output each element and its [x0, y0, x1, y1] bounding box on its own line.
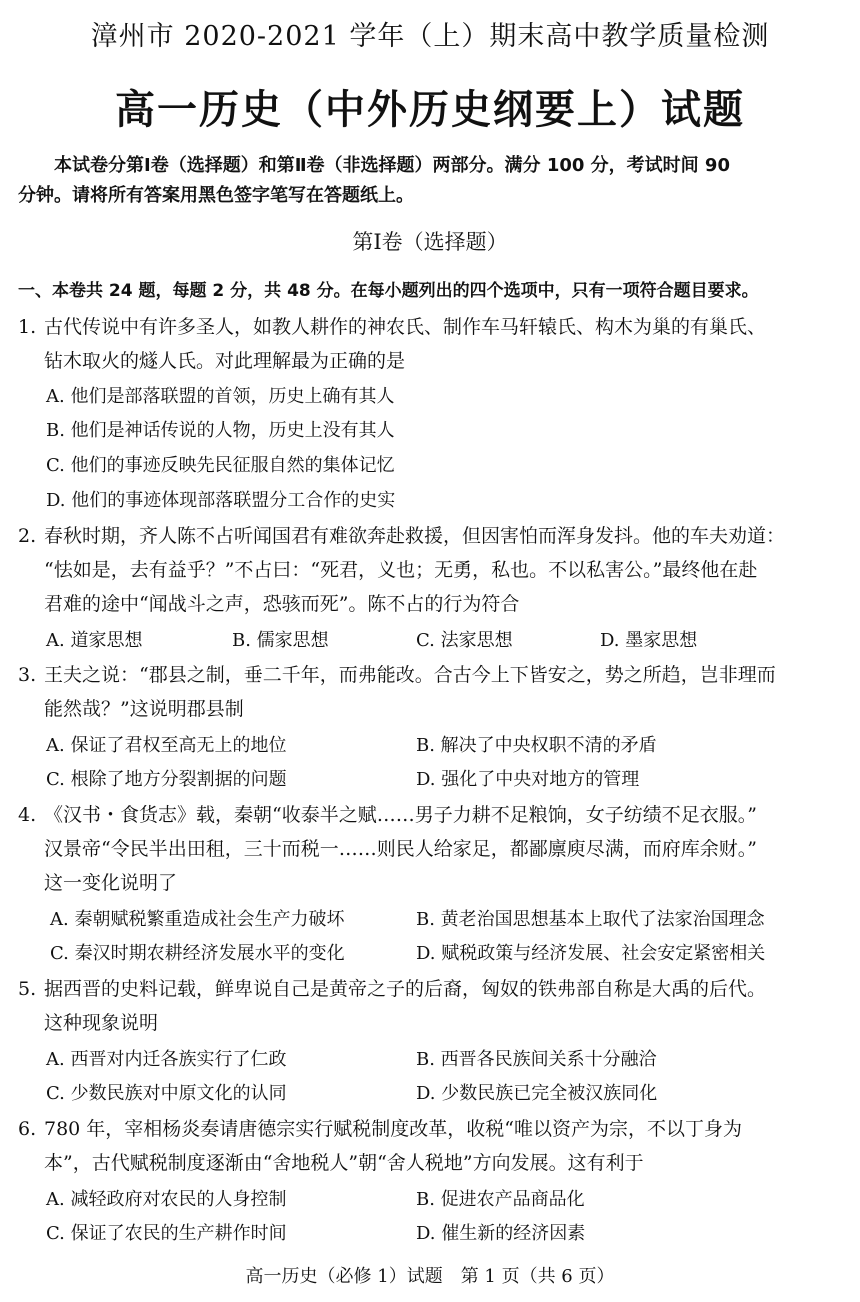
- question-number: 5.: [18, 978, 37, 1000]
- question-1-option-a[interactable]: A. 他们是部落联盟的首领，历史上确有其人: [46, 386, 395, 407]
- page-footer: 高一历史（必修 1）试题 第 1 页（共 6 页）: [245, 1266, 615, 1287]
- question-2-option-d[interactable]: D. 墨家思想: [600, 630, 698, 651]
- question-text: 古代传说中有许多圣人，如教人耕作的神农氏、制作车马轩辕氏、构木为巢的有巢氏、: [44, 316, 767, 338]
- question-1-option-b[interactable]: B. 他们是神话传说的人物，历史上没有其人: [46, 420, 395, 441]
- question-2-option-c[interactable]: C. 法家思想: [416, 630, 513, 651]
- question-2: [18, 519, 844, 621]
- question-1-option-d[interactable]: D. 他们的事迹体现部落联盟分工合作的史实: [46, 490, 396, 511]
- question-5-option-d[interactable]: D. 少数民族已完全被汉族同化: [416, 1083, 658, 1104]
- question-3: [18, 658, 844, 726]
- question-4-option-d[interactable]: D. 赋税政策与经济发展、社会安定紧密相关: [416, 943, 766, 964]
- question-1: [18, 310, 844, 378]
- question-1-option-c[interactable]: C. 他们的事迹反映先民征服自然的集体记忆: [46, 455, 395, 476]
- question-text: 本”，古代赋税制度逐渐由“舍地税人”朝“舍人税地”方向发展。这有利于: [44, 1152, 644, 1174]
- question-3-option-d[interactable]: D. 强化了中央对地方的管理: [416, 769, 640, 790]
- question-text: 这一变化说明了: [44, 872, 178, 894]
- instructions-line-2: 分钟。请将所有答案用黑色签字笔写在答题纸上。: [18, 185, 414, 206]
- exam-instructions: [18, 151, 844, 211]
- question-text: 王夫之说：“郡县之制，垂二千年，而弗能改。合古今上下皆安之，势之所趋，岂非理而: [44, 664, 776, 686]
- question-6-option-c[interactable]: C. 保证了农民的生产耕作时间: [46, 1223, 287, 1244]
- exam-subject-title: 高一历史（中外历史纲要上）试题: [115, 86, 745, 133]
- question-5: [18, 972, 844, 1040]
- question-6-option-b[interactable]: B. 促进农产品商品化: [416, 1189, 585, 1210]
- question-text: “怯如是，去有益乎？”不占曰：“死君，义也；无勇，私也。不以私害公。”最终他在赴: [44, 559, 758, 581]
- question-5-option-a[interactable]: A. 西晋对内迁各族实行了仁政: [46, 1049, 287, 1070]
- question-4-option-c[interactable]: C. 秦汉时期农耕经济发展水平的变化: [50, 943, 345, 964]
- question-4-option-a[interactable]: A. 秦朝赋税繁重造成社会生产力破坏: [50, 909, 345, 930]
- question-number: 6.: [18, 1118, 37, 1140]
- instructions-line-1: 本试卷分第Ⅰ卷（选择题）和第Ⅱ卷（非选择题）两部分。满分 100 分，考试时间 90: [54, 155, 730, 176]
- question-5-option-c[interactable]: C. 少数民族对中原文化的认同: [46, 1083, 287, 1104]
- part-heading: 一、本卷共 24 题，每题 2 分，共 48 分。在每小题列出的四个选项中，只有一项符合题目要求。: [18, 281, 759, 301]
- question-text: 君难的途中“闻战斗之声，恐骇而死”。陈不占的行为符合: [44, 593, 520, 615]
- exam-header-title: 漳州市 2020-2021 学年（上）期末高中教学质量检测: [90, 21, 770, 52]
- question-text: 春秋时期，齐人陈不占听闻国君有难欲奔赴救援，但因害怕而浑身发抖。他的车夫劝道：: [44, 525, 786, 547]
- question-number: 2.: [18, 525, 37, 547]
- question-number: 3.: [18, 664, 37, 686]
- question-3-option-b[interactable]: B. 解决了中央权职不清的矛盾: [416, 735, 657, 756]
- question-5-option-b[interactable]: B. 西晋各民族间关系十分融洽: [416, 1049, 657, 1070]
- question-6-option-a[interactable]: A. 减轻政府对农民的人身控制: [46, 1189, 287, 1210]
- question-number: 4.: [18, 804, 37, 826]
- question-text: 据西晋的史料记载，鲜卑说自己是黄帝之子的后裔，匈奴的铁弗部自称是大禹的后代。: [44, 978, 767, 1000]
- question-2-option-b[interactable]: B. 儒家思想: [232, 630, 329, 651]
- section-title: 第Ⅰ卷（选择题）: [352, 230, 508, 254]
- question-6: [18, 1112, 844, 1180]
- question-text: 《汉书・食货志》载，秦朝“收泰半之赋……男子力耕不足粮饷，女子纺绩不足衣服。”: [44, 804, 757, 826]
- question-text: 这种现象说明: [44, 1012, 159, 1034]
- question-text: 钻木取火的燧人氏。对此理解最为正确的是: [44, 350, 406, 372]
- question-3-option-a[interactable]: A. 保证了君权至高无上的地位: [46, 735, 287, 756]
- question-number: 1.: [18, 316, 37, 338]
- question-4-option-b[interactable]: B. 黄老治国思想基本上取代了法家治国理念: [416, 909, 765, 930]
- question-text: 780 年，宰相杨炎奏请唐德宗实行赋税制度改革，收税“唯以资产为宗，不以丁身为: [44, 1118, 743, 1140]
- question-4: [18, 798, 844, 900]
- question-6-option-d[interactable]: D. 催生新的经济因素: [416, 1223, 586, 1244]
- question-3-option-c[interactable]: C. 根除了地方分裂割据的问题: [46, 769, 287, 790]
- question-text: 能然哉？”这说明郡县制: [44, 698, 244, 720]
- question-text: 汉景帝“令民半出田租，三十而税一……则民人给家足，都鄙廪庾尽满，而府库余财。”: [44, 838, 757, 860]
- question-2-option-a[interactable]: A. 道家思想: [46, 630, 143, 651]
